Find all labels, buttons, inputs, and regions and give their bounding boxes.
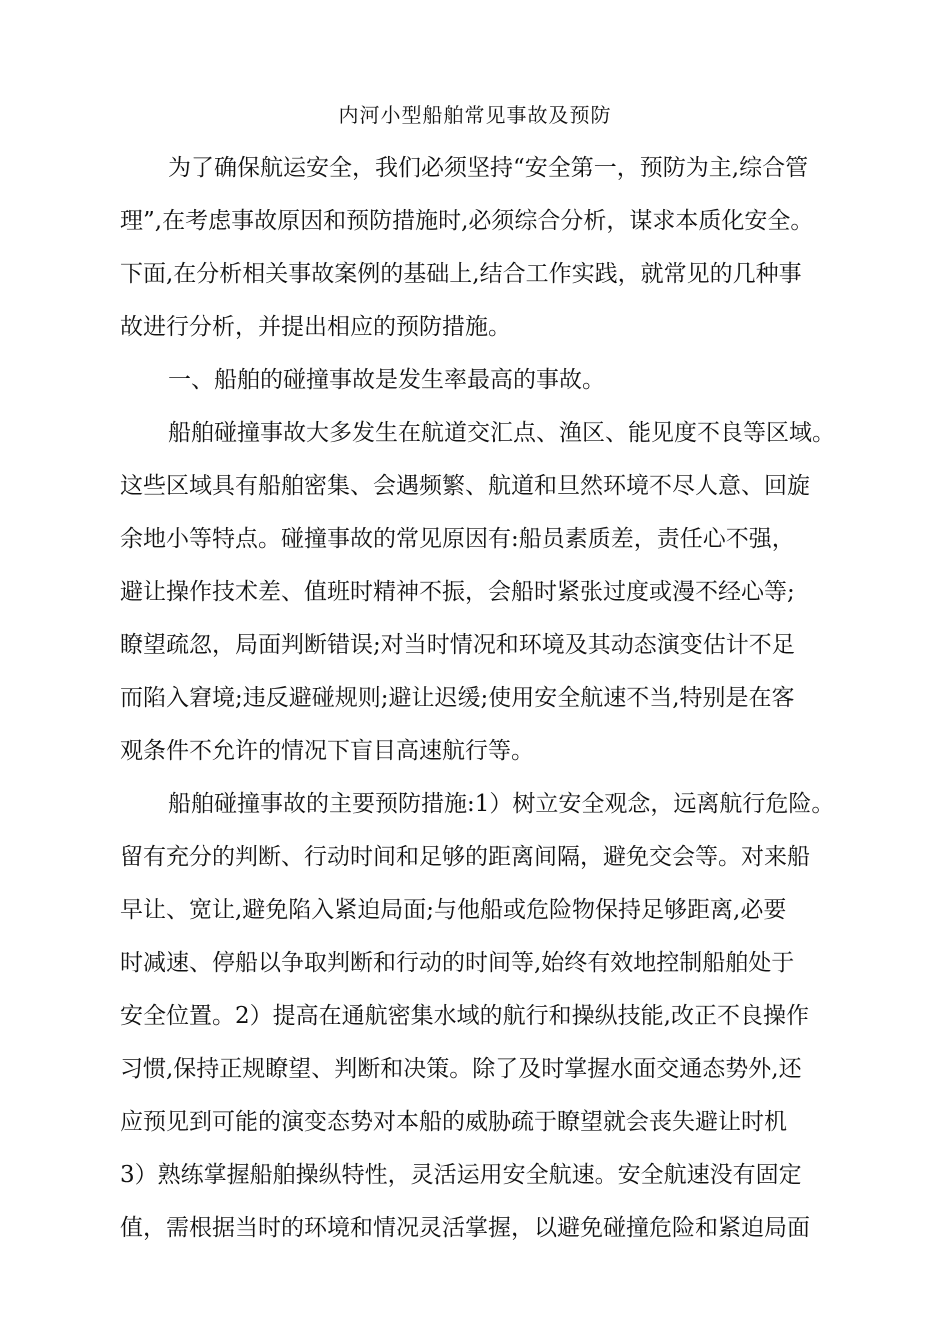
paragraph-line: 3）熟练掌握船舶操纵特性，灵活运用安全航速。安全航速没有固定 (120, 1162, 802, 1188)
paragraph-line: 时减速、停船以争取判断和行动的时间等,始终有效地控制船舶处于 (120, 950, 795, 976)
paragraph-line: 安全位置。2）提高在通航密集水域的航行和操纵技能,改正不良操作 (120, 1003, 809, 1029)
paragraph-line: 早让、宽让,避免陷入紧迫局面;与他船或危险物保持足够距离,必要 (120, 897, 787, 923)
paragraph-line: 故进行分析，并提出相应的预防措施。 (120, 314, 511, 340)
document-title: 内河小型船舶常见事故及预防 (338, 103, 612, 127)
paragraph-line: 留有充分的判断、行动时间和足够的距离间隔，避免交会等。对来船 (120, 844, 810, 870)
paragraph-line: 船舶碰撞事故大多发生在航道交汇点、渔区、能见度不良等区域。 (168, 420, 835, 446)
paragraph-line: 观条件不允许的情况下盲目高速航行等。 (120, 738, 534, 764)
paragraph-line: 而陷入窘境;违反避碰规则;避让迟缓;使用安全航速不当,特别是在客 (120, 685, 795, 711)
paragraph-line: 为了确保航运安全，我们必须坚持“安全第一，预防为主,综合管 (168, 155, 809, 181)
paragraph-line: 应预见到可能的演变态势对本船的威胁疏于瞭望就会丧失避让时机 (120, 1109, 787, 1135)
paragraph-line: 避让操作技术差、值班时精神不振，会船时紧张过度或漫不经心等; (120, 579, 795, 605)
paragraph-line: 理”,在考虑事故原因和预防措施时,必须综合分析，谋求本质化安全。 (120, 208, 814, 234)
paragraph-line: 余地小等特点。碰撞事故的常见原因有:船员素质差，责任心不强， (120, 526, 795, 552)
paragraph-line: 习惯,保持正规瞭望、判断和决策。除了及时掌握水面交通态势外,还 (120, 1056, 802, 1082)
section-heading: 一、船舶的碰撞事故是发生率最高的事故。 (168, 367, 605, 393)
paragraph-line: 这些区域具有船舶密集、会遇频繁、航道和旦然环境不尽人意、回旋 (120, 473, 810, 499)
paragraph-line: 下面,在分析相关事故案例的基础上,结合工作实践，就常见的几种事 (120, 261, 802, 287)
paragraph-line: 瞭望疏忽，局面判断错误;对当时情况和环境及其动态演变估计不足 (120, 632, 795, 658)
paragraph-line: 值，需根据当时的环境和情况灵活掌握，以避免碰撞危险和紧迫局面 (120, 1215, 810, 1241)
paragraph-line: 船舶碰撞事故的主要预防措施:1）树立安全观念，远离航行危险。 (168, 791, 835, 817)
